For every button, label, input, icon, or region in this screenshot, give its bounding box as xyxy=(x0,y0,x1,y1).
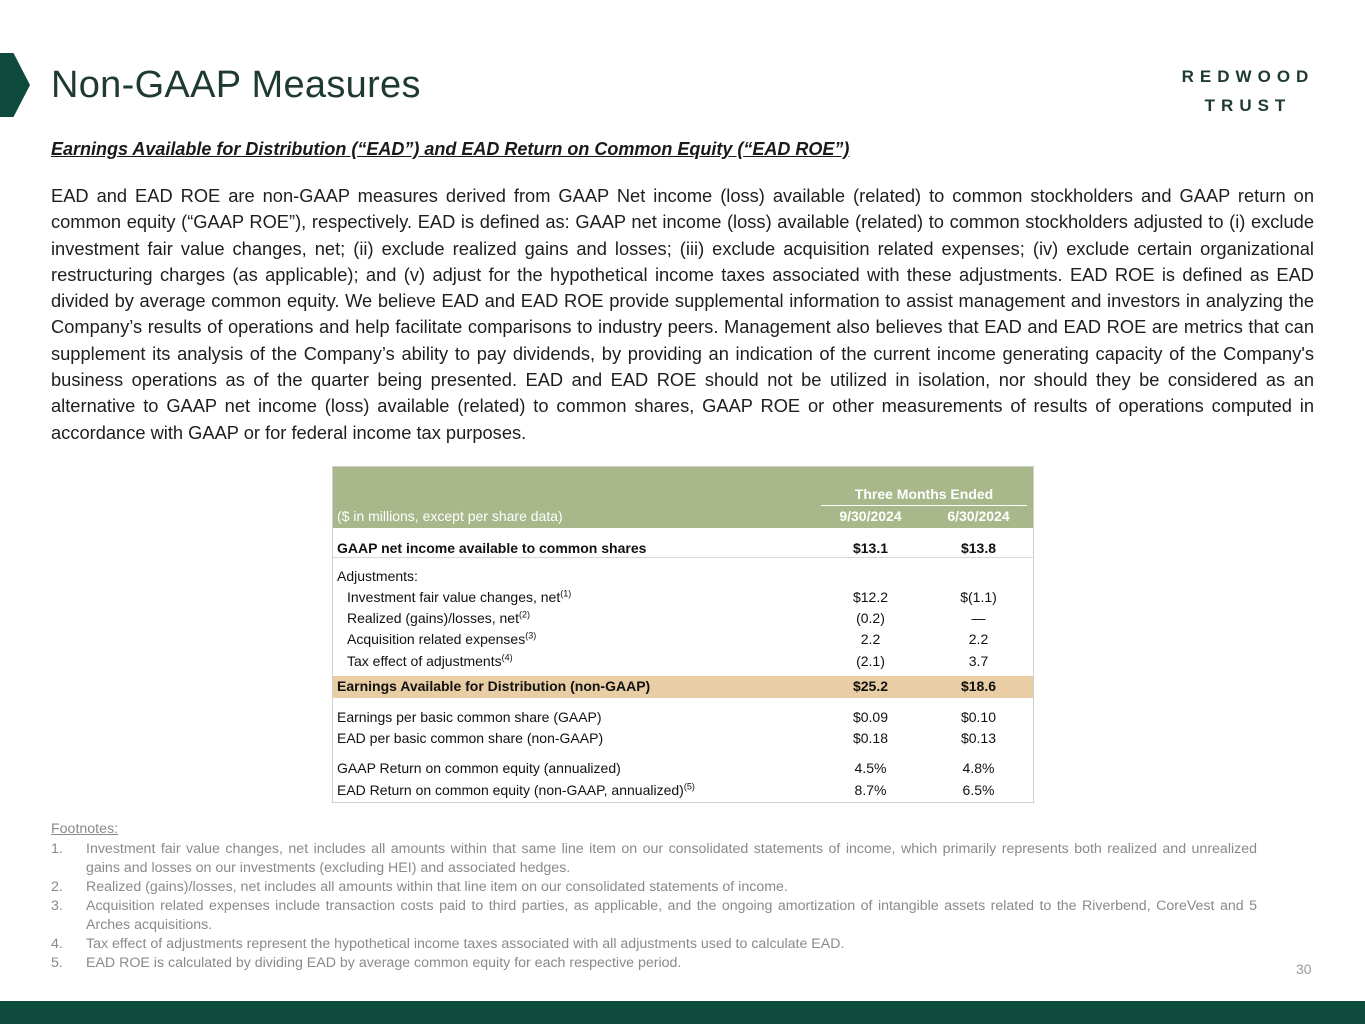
column-header-q2: 6/30/2024 xyxy=(947,508,1010,524)
section-subtitle: Earnings Available for Distribution (“EAD”) and EAD Return on Common Equity (“EAD ROE”) xyxy=(51,139,850,159)
row-value-q3: (2.1) xyxy=(856,653,885,669)
units-note: ($ in millions, except per share data) xyxy=(337,508,563,524)
row-value-q2: 2.2 xyxy=(968,631,989,647)
table-row xyxy=(333,566,1033,586)
footnote-item xyxy=(51,878,1257,897)
ead-reconciliation-table xyxy=(332,466,1034,803)
column-header-q3: 9/30/2024 xyxy=(839,508,902,524)
footnote-text: Tax effect of adjustments represent the hypothetical income taxes associated with all adjustments used to calculate EAD. xyxy=(86,936,845,952)
logo-line-2: TRUST xyxy=(1204,96,1292,115)
row-value-q2: $13.8 xyxy=(960,540,997,556)
row-value-q2: — xyxy=(971,610,986,626)
footnote-text: Investment fair value changes, net includes all amounts within that same line item on our consolidated statements of income, which primarily represents both realized and unrealized gains and losses on our investments (excluding HEI) and associated hedges. xyxy=(86,841,1257,876)
company-logo xyxy=(1168,62,1328,120)
footnotes-heading: Footnotes: xyxy=(51,821,119,837)
row-value-q2: $(1.1) xyxy=(960,589,997,605)
period-header: Three Months Ended xyxy=(854,486,994,502)
footnote-text: Realized (gains)/losses, net includes all amounts within that line item on our consolidated statements of income. xyxy=(86,879,788,895)
row-label: Acquisition related expenses$^{(3)}$ xyxy=(347,630,537,647)
section-body: EAD and EAD ROE are non-GAAP measures derived from GAAP Net income (loss) available (related) to common stockholders and GAAP return on common equity (“GAAP ROE”), respectively. EAD is defined as: GAAP net income (loss) available (related) to common stockholders adjusted to (i) exclude investment fair value changes, net; (ii) exclude realized gains and losses; (iii) exclude acquisition related expenses; (iv) exclude certain organizational restructuring charges (as applicable); and (v) adjust for the hypothetical income taxes associated with these adjustments. EAD ROE is defined as EAD divided by average common equity. We believe EAD and EAD ROE provide supplemental information to assist management and investors in analyzing the Company’s results of operations and help facilitate comparisons to industry peers. Management also believes that EAD and EAD ROE are metrics that can supplement its analysis of the Company’s ability to pay dividends, by providing an indication of the current income generating capacity of the Company's business operations as of the quarter being presented. EAD and EAD ROE should not be utilized in isolation, nor should they be considered as an alternative to GAAP net income (loss) available (related) to common shares, GAAP ROE or other measurements of results of operations computed in accordance with GAAP or for federal income tax purposes. xyxy=(51,185,1314,443)
footnote-text: Acquisition related expenses include transaction costs paid to third parties, as applicable, and the ongoing amortization of intangible assets related to the Riverbend, CoreVest and 5 Arches acquisitions. xyxy=(86,898,1257,933)
table-header xyxy=(333,467,1033,528)
row-value-q2: $18.6 xyxy=(960,678,997,694)
logo-line-1: REDWOOD xyxy=(1181,67,1315,86)
period-header-rule xyxy=(821,505,1027,506)
ead-total-row xyxy=(333,676,1033,698)
row-value-q3: $13.1 xyxy=(852,540,889,556)
table-row xyxy=(333,538,1033,558)
page-number: 30 xyxy=(1296,961,1312,977)
table-row xyxy=(333,707,1033,727)
brand-chevron xyxy=(0,53,30,117)
row-value-q2: 4.8% xyxy=(962,760,995,776)
row-label: Earnings Available for Distribution (non-GAAP) xyxy=(337,678,651,694)
footnote-item xyxy=(51,897,1257,935)
row-value-q3: $0.18 xyxy=(852,730,889,746)
footnote-text: EAD ROE is calculated by dividing EAD by average common equity for each respective period. xyxy=(86,955,682,971)
row-label: GAAP Return on common equity (annualized) xyxy=(337,760,621,776)
footnote-number: 3. xyxy=(51,898,63,914)
row-label: Earnings per basic common share (GAAP) xyxy=(337,709,602,725)
footnote-number: 2. xyxy=(51,879,63,895)
footnote-number: 1. xyxy=(51,841,63,857)
row-divider xyxy=(333,557,1033,558)
row-value-q3: 4.5% xyxy=(854,760,887,776)
footnote-item xyxy=(51,935,1257,954)
row-value-q3: $0.09 xyxy=(852,709,889,725)
row-value-q2: $0.10 xyxy=(960,709,997,725)
row-value-q3: 2.2 xyxy=(860,631,881,647)
row-value-q2: $0.13 xyxy=(960,730,997,746)
table-row xyxy=(333,629,1033,649)
row-label: Investment fair value changes, net$^{(1)}$ xyxy=(347,588,572,605)
row-value-q3: 8.7% xyxy=(854,782,887,798)
table-row xyxy=(333,780,1033,800)
table-row xyxy=(333,728,1033,748)
table-row xyxy=(333,651,1033,671)
table-row xyxy=(333,758,1033,778)
footnote-item xyxy=(51,954,1257,973)
row-value-q2: 3.7 xyxy=(968,653,989,669)
row-label: EAD per basic common share (non-GAAP) xyxy=(337,730,604,746)
row-value-q3: (0.2) xyxy=(856,610,885,626)
table-row xyxy=(333,587,1033,607)
table-row xyxy=(333,608,1033,628)
footnotes xyxy=(51,820,1257,973)
row-value-q3: $12.2 xyxy=(852,589,889,605)
row-label: EAD Return on common equity (non-GAAP, annualized)$^{(5)}$ xyxy=(337,781,695,798)
footnote-item xyxy=(51,840,1257,878)
row-label: GAAP net income available to common shares xyxy=(337,540,647,556)
row-value-q3: $25.2 xyxy=(852,678,889,694)
footer-bar xyxy=(0,1001,1365,1024)
row-label: Adjustments: xyxy=(337,568,418,584)
row-label: Realized (gains)/losses, net$^{(2)}$ xyxy=(347,609,530,626)
page-title: Non-GAAP Measures xyxy=(51,64,421,106)
row-value-q2: 6.5% xyxy=(962,782,995,798)
footnote-number: 5. xyxy=(51,955,63,971)
row-label: Tax effect of adjustments$^{(4)}$ xyxy=(347,652,513,669)
footnote-number: 4. xyxy=(51,936,63,952)
